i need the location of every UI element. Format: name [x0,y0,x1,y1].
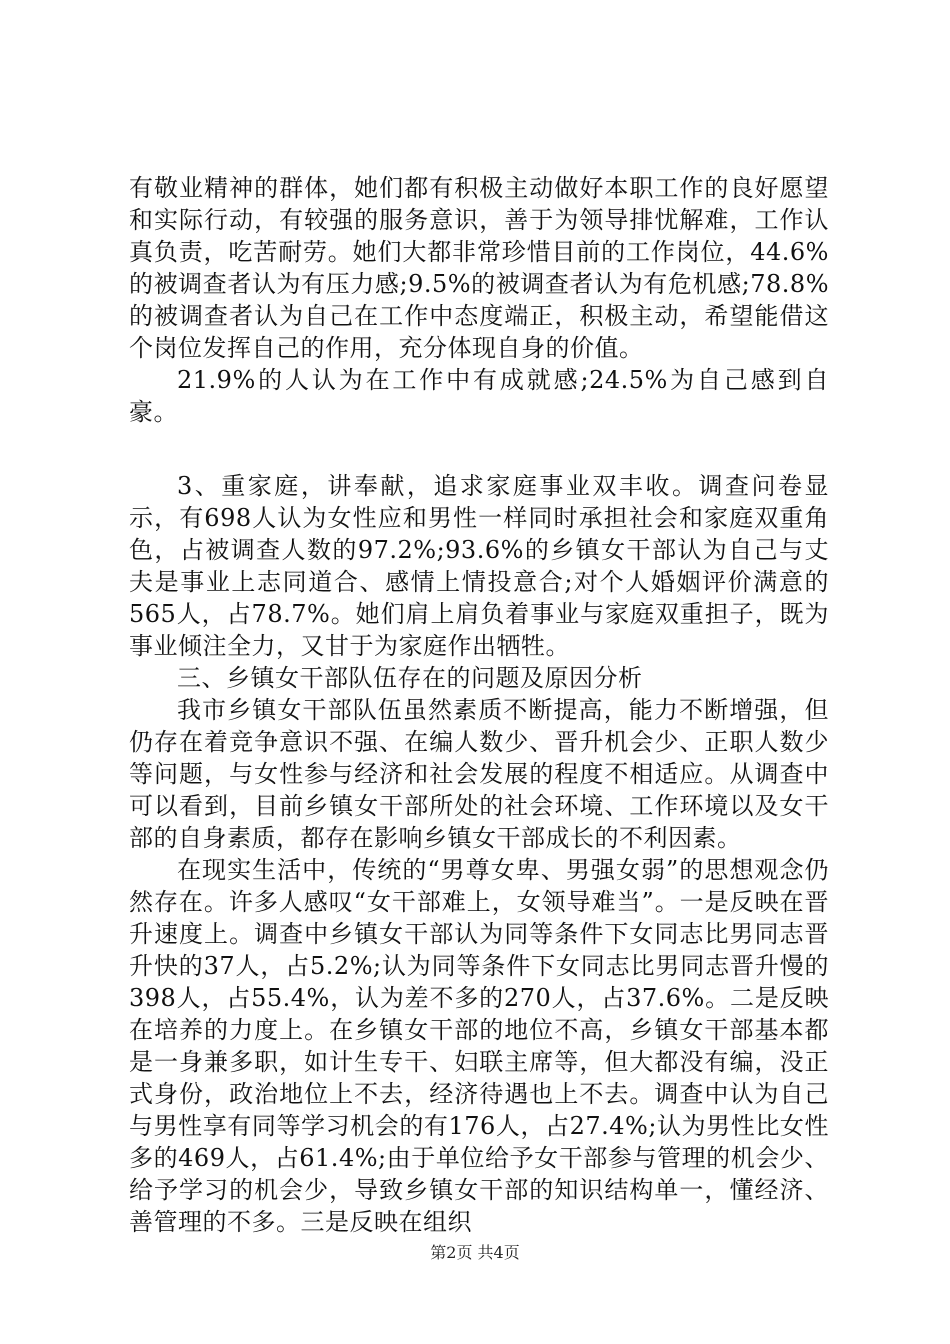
paragraph-problems: 我市乡镇女干部队伍虽然素质不断提高，能力不断增强，但仍存在着竞争意识不强、在编人数少、晋升机会少、正职人数少等问题，与女性参与经济和社会发展的程度不相适应。从调查中可以看到，目前乡镇女干部所处的社会环境、工作环境以及女干部的自身素质，都存在影响乡镇女干部成长的不利因素。 [129,696,829,852]
paragraph-gap [129,428,829,470]
paragraph-continuation: 有敬业精神的群体，她们都有积极主动做好本职工作的良好愿望和实际行动，有较强的服务意识，善于为领导排忧解难，工作认真负责，吃苦耐劳。她们大都非常珍惜目前的工作岗位，44.6%的被调查者认为有压力感;9.5%的被调查者认为有危机感;78.8%的被调查者认为自己在工作中态度端正，积极主动，希望能借这个岗位发挥自己的作用，充分体现自身的价值。 [129,174,829,362]
document-body [129,172,829,1238]
paragraph-achievement: 21.9%的人认为在工作中有成就感;24.5%为自己感到自豪。 [129,366,829,426]
paragraph-traditional-views: 在现实生活中，传统的“男尊女卑、男强女弱”的思想观念仍然存在。许多人感叹“女干部难上，女领导难当”。一是反映在晋升速度上。调查中乡镇女干部认为同等条件下女同志比男同志晋升快的37人，占5.2%;认为同等条件下女同志比男同志晋升慢的398人，占55.4%，认为差不多的270人，占37.6%。二是反映在培养的力度上。在乡镇女干部的地位不高，乡镇女干部基本都是一身兼多职，如计生专干、妇联主席等，但大都没有编，没正式身份，政治地位上不去，经济待遇也上不去。调查中认为自己与男性享有同等学习机会的有176人，占27.4%;认为男性比女性多的469人，占61.4%;由于单位给予女干部参与管理的机会少、给予学习的机会少，导致乡镇女干部的知识结构单一，懂经济、善管理的不多。三是反映在组织 [129,856,829,1236]
section-heading: 三、乡镇女干部队伍存在的问题及原因分析 [177,664,643,692]
paragraph-family-section: 3、重家庭，讲奉献，追求家庭事业双丰收。调查问卷显示，有698人认为女性应和男性一样同时承担社会和家庭双重角色，占被调查人数的97.2%;93.6%的乡镇女干部认为自己与丈夫是事业上志同道合、感情上情投意合;对个人婚姻评价满意的565人，占78.7%。她们肩上肩负着事业与家庭双重担子，既为事业倾注全力，又甘于为家庭作出牺牲。 [129,472,829,660]
page-number-footer: 第2页 共4页 [430,1243,520,1262]
